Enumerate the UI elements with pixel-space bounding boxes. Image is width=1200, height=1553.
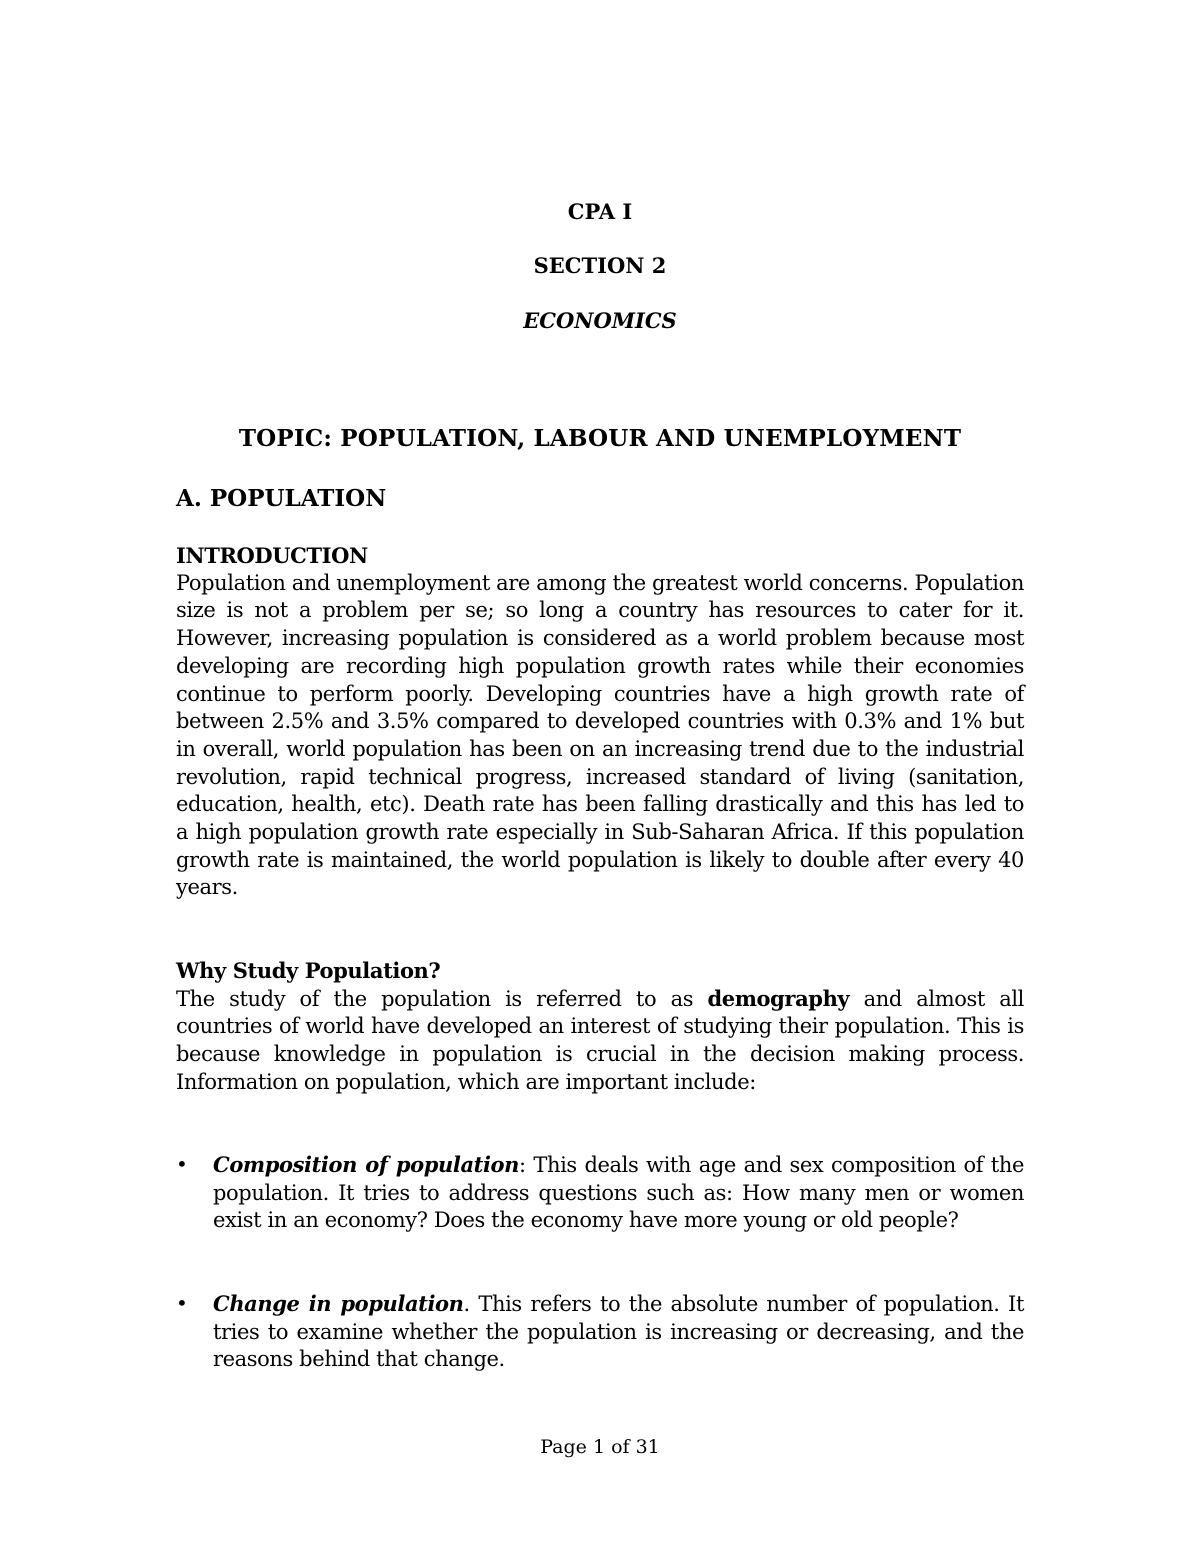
course-title: CPA I <box>567 199 633 224</box>
list-item-description: . This refers to the absolute number of population. It tries to examine whether the population is increasing or decreasing, and the reasons behind that change. <box>213 1292 1024 1372</box>
list-item-term: Composition of population <box>213 1152 520 1177</box>
page-number: Page 1 of 31 <box>540 1436 660 1458</box>
why-study-heading: Why Study Population? <box>176 958 441 983</box>
section-title: SECTION 2 <box>533 253 667 278</box>
introduction-body: Population and unemployment are among the greatest world concerns. Population size is not a problem per se; so long a country has resources to cater for it. However, increasing population is considered as a world problem because most developing are recording high population growth rates while their economies continue to perform poorly. Developing countries have a high growth rate of between 2.5% and 3.5% compared to developed countries with 0.3% and 1% but in overall, world population has been on an increasing trend due to the industrial revolution, rapid technical progress, increased standard of living (sanitation, education, health, etc). Death rate has been falling drastically and this has led to a high population growth rate especially in Sub-Saharan Africa. If this population growth rate is maintained, the world population is likely to double after every 40 years. <box>176 570 1024 900</box>
list-item-text <box>213 1290 1024 1374</box>
list-item-text <box>213 1151 1024 1235</box>
topic-heading: TOPIC: POPULATION, LABOUR AND UNEMPLOYMENT <box>238 425 962 452</box>
section-a-heading: A. POPULATION <box>176 485 387 512</box>
introduction-heading: INTRODUCTION <box>176 543 368 568</box>
subject-title: ECONOMICS <box>523 308 677 333</box>
demography-term: demography <box>707 985 850 1011</box>
list-item <box>176 1290 1024 1374</box>
why-study-section <box>176 957 1024 1097</box>
why-study-body-start: The study of the population is referred to as <box>176 986 708 1011</box>
list-item-description: : This deals with age and sex composition of the population. It tries to address questions such as: How many men or women exist in an economy? Does the economy have more young or old people? <box>213 1153 1024 1233</box>
bullet-icon: • <box>176 1152 188 1176</box>
list-item <box>176 1151 1024 1235</box>
bullet-icon: • <box>176 1291 188 1315</box>
why-study-body-end: and almost all countries of world have developed an interest of studying their population. This is because knowledge in population is crucial in the decision making process. Information on population, which are important include: <box>176 986 1024 1094</box>
list-item-term: Change in population <box>213 1291 464 1316</box>
introduction-section <box>176 542 1024 902</box>
